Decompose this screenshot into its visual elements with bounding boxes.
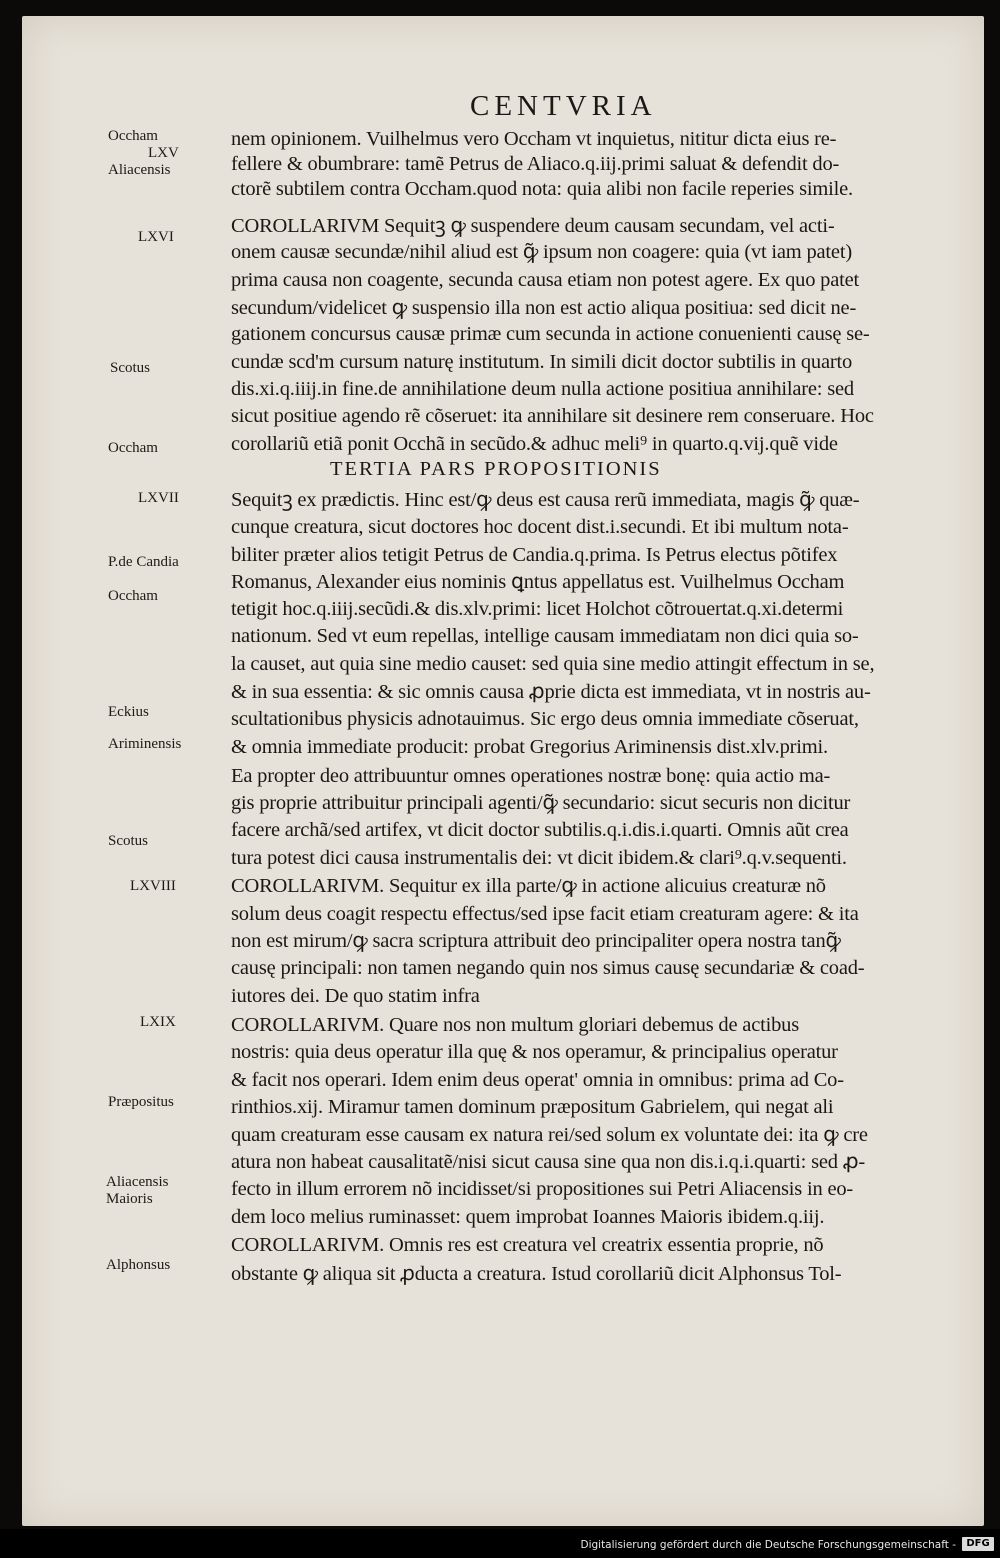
text-line: quam creaturam esse causam ex natura rei/sed solum ex voluntate dei: ita ꝙ cre bbox=[231, 1124, 868, 1146]
text-line: COROLLARIVM. Sequitur ex illa parte/ꝙ in actione alicuius creaturæ nõ bbox=[231, 875, 826, 897]
text-line: obstante ꝙ aliqua sit ꝓducta a creatura. Istud corollariũ dicit Alphonsus Tol- bbox=[231, 1263, 842, 1285]
text-line: causę principali: non tamen negando quin nos simus causę secundariæ & coad- bbox=[231, 957, 865, 979]
margin-note: Scotus bbox=[110, 360, 151, 376]
text-line: cundæ scd'm cursum naturę institutum. In simili dicit doctor subtilis in quarto bbox=[231, 351, 853, 373]
text-line: gationem concursus causæ primæ cum secunda in actione conuenienti causę se- bbox=[231, 323, 870, 345]
text-line: COROLLARIVM. Quare nos non multum gloriari debemus de actibus bbox=[231, 1014, 799, 1036]
margin-note: Aliacensis Maioris bbox=[106, 1174, 169, 1207]
text-line: cunque creatura, sicut doctores hoc docent dist.i.secundi. Et ibi multum nota- bbox=[231, 516, 849, 538]
funding-notice: Digitalisierung gefördert durch die Deutsche Forschungsgemeinschaft - bbox=[580, 1539, 956, 1551]
margin-note: Occham bbox=[108, 588, 158, 604]
text-line: onem causæ secundæ/nihil aliud est ꝙ̃ ipsum non coagere: quia (vt iam patet) bbox=[231, 241, 852, 263]
text-line: non est mirum/ꝙ sacra scriptura attribuit deo principaliter opera nostra tanꝙ̃ bbox=[231, 930, 841, 952]
text-line: fellere & obumbrare: tamẽ Petrus de Aliaco.q.iij.primi saluat & defendit do- bbox=[231, 153, 840, 175]
margin-note: LXVI bbox=[138, 229, 174, 245]
margin-note: LXV bbox=[148, 145, 179, 161]
text-line: rinthios.xij. Miramur tamen dominum præpositum Gabrielem, qui negat ali bbox=[231, 1096, 834, 1118]
text-line: dis.xi.q.iiij.in fine.de annihilatione deum nulla actione positiua annihilare: sed bbox=[231, 378, 854, 400]
text-line: tura potest dici causa instrumentalis dei: vt dicit ibidem.& clari⁹.q.v.sequenti. bbox=[231, 847, 847, 869]
margin-note: Occham bbox=[108, 128, 158, 144]
text-line: nem opinionem. Vuilhelmus vero Occham vt inquietus, nititur dicta eius re- bbox=[231, 128, 837, 150]
text-line: iutores dei. De quo statim infra bbox=[231, 985, 480, 1007]
text-line: secundum/videlicet ꝙ suspensio illa non est actio aliqua positiua: sed dicit ne- bbox=[231, 297, 857, 319]
text-line: gis proprie attribuitur principali agenti/ꝙ̃ secundario: sicut securis non dicitur bbox=[231, 792, 851, 814]
section-heading: TERTIA PARS PROPOSITIONIS bbox=[330, 458, 662, 480]
text-line: & in sua essentia: & sic omnis causa ꝓprie dicta est immediata, vt in nostris au- bbox=[231, 681, 871, 703]
text-line: nationum. Sed vt eum repellas, intellige causam immediatam non dici quia so- bbox=[231, 625, 859, 647]
margin-note: Aliacensis bbox=[108, 162, 171, 178]
text-line: nostris: quia deus operatur illa quę & nos operamur, & principalius operatur bbox=[231, 1041, 838, 1063]
text-line: la causet, aut quia sine medio causet: sed quia sine medio attingit effectum in se, bbox=[231, 653, 875, 675]
text-line: scultationibus physicis adnotauimus. Sic ergo deus omnia immediate cõseruat, bbox=[231, 708, 859, 730]
text-line: & omnia immediate producit: probat Gregorius Ariminensis dist.xlv.primi. bbox=[231, 736, 828, 758]
dfg-logo-icon: DFG bbox=[962, 1537, 994, 1551]
text-line: & facit nos operari. Idem enim deus operat' omnia in omnibus: prima ad Co- bbox=[231, 1069, 844, 1091]
text-line: prima causa non coagente, secunda causa etiam non potest agere. Ex quo patet bbox=[231, 269, 860, 291]
margin-note: LXVII bbox=[138, 490, 179, 506]
text-line: atura non habeat causalitatẽ/nisi sicut causa sine qua non dis.i.q.i.quarti: sed ꝓ- bbox=[231, 1151, 866, 1173]
text-line: fecto in illum errorem nõ incidisset/si propositiones sui Petri Aliacensis in eo- bbox=[231, 1178, 854, 1200]
margin-note: Ariminensis bbox=[108, 736, 182, 752]
text-line: COROLLARIVM. Omnis res est creatura vel creatrix essentia proprie, nõ bbox=[231, 1234, 824, 1256]
text-line: sicut positiue agendo rẽ cõseruet: ita annihilare sit desinere rem conseruare. Hoc bbox=[231, 405, 874, 427]
text-line: Romanus, Alexander eius nominis ꝗntus appellatus est. Vuilhelmus Occham bbox=[231, 571, 845, 593]
margin-note: LXIX bbox=[140, 1014, 176, 1030]
text-line: ctorẽ subtilem contra Occham.quod nota: quia alibi non facile reperies simile. bbox=[231, 178, 853, 200]
digitization-footer bbox=[0, 1529, 1000, 1558]
text-line: solum deus coagit respectu effectus/sed ipse facit etiam creaturam agere: & ita bbox=[231, 903, 859, 925]
margin-note: Scotus bbox=[108, 833, 149, 849]
text-line: Ea propter deo attribuuntur omnes operationes nostræ bonę: quia actio ma- bbox=[231, 765, 831, 787]
text-line: facere archã/sed artifex, vt dicit doctor subtilis.q.i.dis.i.quarti. Omnis aũt crea bbox=[231, 819, 849, 841]
page-title: CENTVRIA bbox=[470, 90, 657, 122]
text-line: COROLLARIVM Sequitꝫ ꝙ suspendere deum causam secundam, vel acti- bbox=[231, 215, 835, 237]
margin-note: P.de Candia bbox=[108, 554, 179, 570]
text-line: dem loco melius ruminasset: quem improbat Ioannes Maioris ibidem.q.iij. bbox=[231, 1206, 825, 1228]
margin-note: LXVIII bbox=[130, 878, 176, 894]
text-line: corollariũ etiã ponit Occhã in secũdo.& adhuc meli⁹ in quarto.q.vij.quẽ vide bbox=[231, 433, 838, 455]
margin-note: Alphonsus bbox=[106, 1257, 171, 1273]
margin-note: Eckius bbox=[108, 704, 149, 720]
text-line: Sequitꝫ ex prædictis. Hinc est/ꝙ deus est causa rerũ immediata, magis ꝙ̃ quæ- bbox=[231, 489, 860, 511]
margin-note: Occham bbox=[108, 440, 158, 456]
margin-note: Præpositus bbox=[108, 1094, 174, 1110]
text-line: tetigit hoc.q.iiij.secũdi.& dis.xlv.primi: licet Holchot cõtrouertat.q.xi.determi bbox=[231, 598, 844, 620]
text-line: biliter præter alios tetigit Petrus de Candia.q.prima. Is Petrus electus põtifex bbox=[231, 544, 838, 566]
